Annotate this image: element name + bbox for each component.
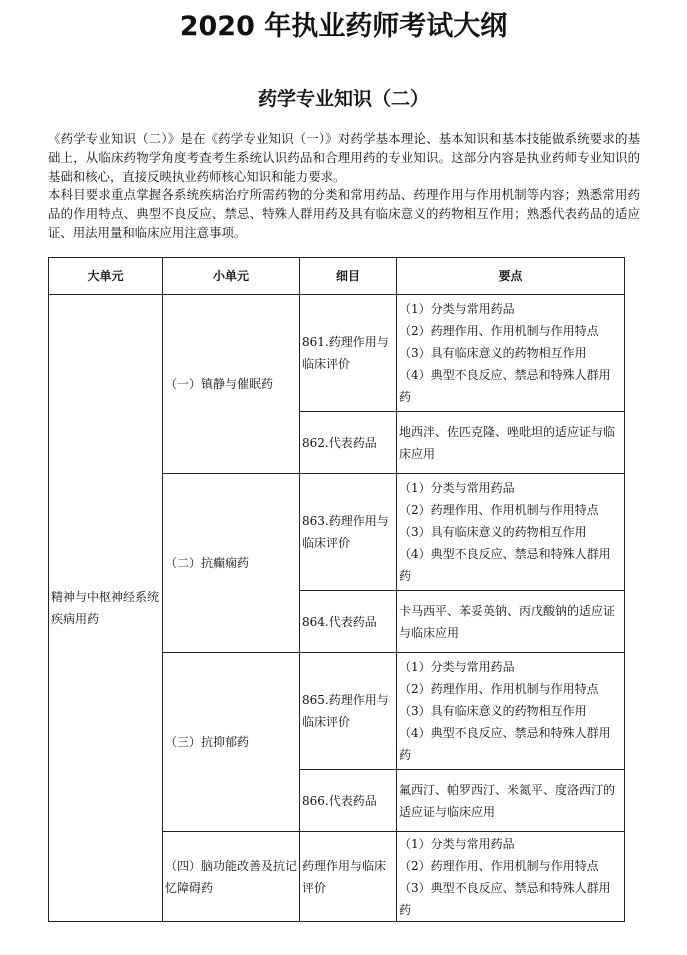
major-unit-cell: 精神与中枢神经系统疾病用药 [49, 295, 163, 922]
point-item: （4）典型不良反应、禁忌和特殊人群用药 [399, 368, 611, 404]
subject-title: 药学专业知识（二） [257, 88, 429, 110]
table-row [49, 295, 625, 412]
minor-unit-cell: （四）脑功能改善及抗记忆障碍药 [163, 832, 300, 922]
minor-unit-cell: （三）抗抑郁药 [163, 653, 300, 832]
points-cell [397, 295, 625, 412]
intro-text [48, 130, 640, 243]
point-item: （3）具有临床意义的药物相互作用 [399, 525, 587, 539]
detail-cell: 864.代表药品 [300, 591, 397, 653]
point-item: （1）分类与常用药品 [399, 302, 515, 316]
point-item: （2）药理作用、作用机制与作用特点 [399, 324, 599, 338]
detail-cell: 药理作用与临床评价 [300, 832, 397, 922]
point-item: 地西泮、佐匹克隆、唑吡坦的适应证与临床应用 [399, 424, 616, 461]
point-item: 卡马西平、苯妥英钠、丙戊酸钠的适应证与临床应用 [399, 603, 616, 640]
detail-cell: 861.药理作用与临床评价 [300, 295, 397, 412]
minor-unit-cell: （一）镇静与催眠药 [163, 295, 300, 474]
point-item: （2）药理作用、作用机制与作用特点 [399, 503, 599, 517]
minor-unit-cell: （二）抗癫痫药 [163, 474, 300, 653]
point-item: （2）药理作用、作用机制与作用特点 [399, 858, 599, 873]
header-major-unit: 大单元 [49, 258, 163, 295]
point-item: （3）典型不良反应、禁忌和特殊人群用药 [399, 880, 611, 917]
point-item: （4）典型不良反应、禁忌和特殊人群用药 [399, 726, 611, 762]
point-item: （3）具有临床意义的药物相互作用 [399, 704, 587, 718]
detail-cell: 862.代表药品 [300, 412, 397, 474]
intro-paragraph: 本科目要求重点掌握各系统疾病治疗所需药物的分类和常用药品、药理作用与作用机制等内容；熟悉常用药品的作用特点、典型不良反应、禁忌、特殊人群用药及具有临床意义的药物相互作用；熟悉代表药品的适应证、用法用量和临床应用注意事项。 [48, 187, 640, 240]
point-item: （1）分类与常用药品 [399, 836, 515, 851]
header-points: 要点 [397, 258, 625, 295]
point-item: （3）具有临床意义的药物相互作用 [399, 346, 587, 360]
points-cell [397, 412, 625, 474]
detail-cell: 866.代表药品 [300, 770, 397, 832]
point-item: （2）药理作用、作用机制与作用特点 [399, 682, 599, 696]
points-cell [397, 591, 625, 653]
points-cell [397, 653, 625, 770]
point-item: （1）分类与常用药品 [399, 481, 515, 495]
header-detail: 细目 [300, 258, 397, 295]
detail-cell: 863.药理作用与临床评价 [300, 474, 397, 591]
points-cell [397, 770, 625, 832]
table-header-row [49, 258, 625, 295]
point-item: （1）分类与常用药品 [399, 660, 515, 674]
point-item: （4）典型不良反应、禁忌和特殊人群用药 [399, 547, 611, 583]
syllabus-table [48, 257, 625, 922]
intro-paragraph: 《药学专业知识（二）》是在《药学专业知识（一）》对药学基本理论、基本知识和基本技能做系统要求的基础上，从临床药物学角度考查考生系统认识药品和合理用药的专业知识。这部分内容是执业药师专业知识的基础和核心，直接反映执业药师核心知识和能力要求。 [48, 131, 640, 184]
document-title: 2020 年执业药师考试大纲 [179, 11, 508, 42]
point-item: 氟西汀、帕罗西汀、米氮平、度洛西汀的适应证与临床应用 [399, 782, 616, 819]
points-cell [397, 832, 625, 922]
detail-cell: 865.药理作用与临床评价 [300, 653, 397, 770]
header-minor-unit: 小单元 [163, 258, 300, 295]
points-cell [397, 474, 625, 591]
